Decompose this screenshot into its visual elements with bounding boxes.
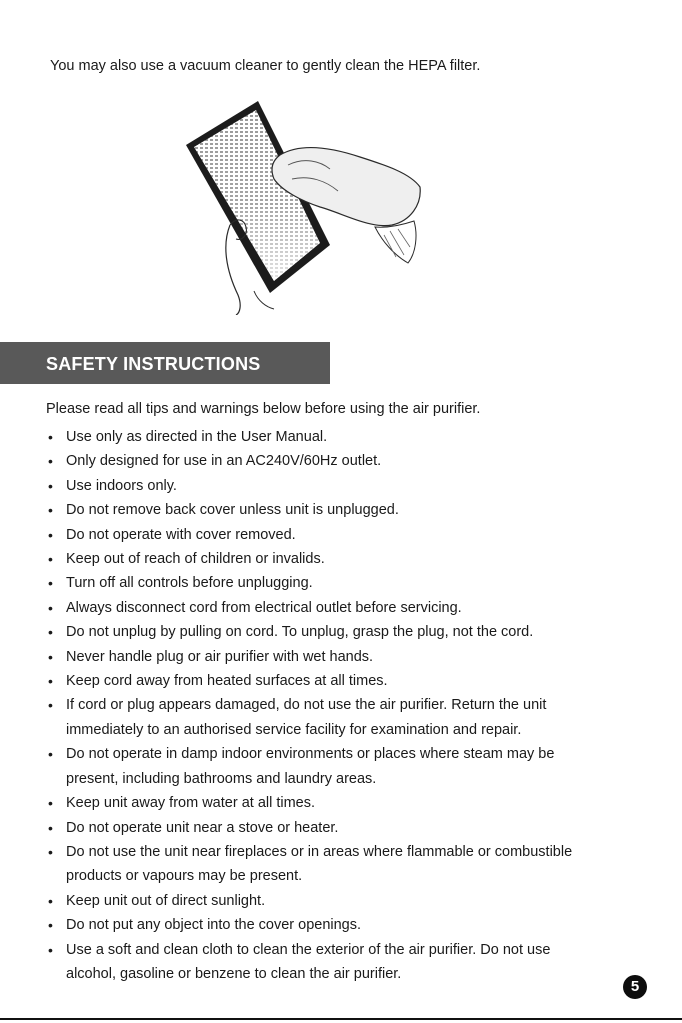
bullet-icon: • bbox=[48, 429, 53, 445]
safety-list-item bbox=[46, 938, 646, 987]
safety-list-item bbox=[46, 816, 646, 840]
safety-list-item bbox=[46, 596, 646, 620]
safety-list-item bbox=[46, 523, 646, 547]
page-number-badge: 5 bbox=[623, 975, 647, 999]
safety-list-item bbox=[46, 449, 646, 473]
safety-item-text: Use a soft and clean cloth to clean the exterior of the air purifier. Do not use bbox=[66, 941, 551, 958]
safety-item-text: Do not use the unit near fireplaces or in areas where flammable or combustible bbox=[66, 843, 573, 860]
bullet-icon: • bbox=[48, 599, 53, 616]
bullet-icon: • bbox=[48, 795, 53, 812]
safety-item-text: Never handle plug or air purifier with wet hands. bbox=[66, 648, 374, 665]
safety-list-item bbox=[46, 791, 646, 815]
bullet-icon: • bbox=[48, 526, 53, 543]
safety-lead-text: Please read all tips and warnings below before using the air purifier. bbox=[46, 401, 481, 417]
footer-divider bbox=[0, 1018, 682, 1020]
safety-item-text: Do not put any object into the cover openings. bbox=[66, 917, 362, 934]
safety-list-item bbox=[46, 913, 646, 937]
bullet-icon: • bbox=[48, 551, 53, 568]
bullet-icon: • bbox=[48, 624, 53, 641]
safety-item-text: Keep out of reach of children or invalids. bbox=[66, 551, 325, 568]
safety-list-item bbox=[46, 889, 646, 913]
safety-item-text: Do not operate with cover removed. bbox=[66, 526, 296, 543]
safety-list-item bbox=[46, 547, 646, 571]
safety-list-item bbox=[46, 425, 646, 449]
bullet-icon: • bbox=[48, 843, 53, 860]
bullet-icon: • bbox=[48, 502, 53, 519]
safety-list-item bbox=[46, 693, 646, 742]
bullet-icon: • bbox=[48, 477, 53, 494]
hepa-filter-cleaning-illustration bbox=[170, 95, 440, 315]
safety-item-text: Turn off all controls before unplugging. bbox=[66, 575, 313, 592]
safety-list-item bbox=[46, 840, 646, 889]
safety-item-text: Use indoors only. bbox=[66, 477, 177, 494]
bullet-icon: • bbox=[48, 941, 53, 958]
bullet-icon: • bbox=[48, 648, 53, 665]
safety-item-text: Keep cord away from heated surfaces at all times. bbox=[66, 673, 388, 690]
bullet-icon: • bbox=[48, 917, 53, 934]
bullet-icon: • bbox=[48, 575, 53, 592]
intro-text: You may also use a vacuum cleaner to gently clean the HEPA filter. bbox=[50, 58, 481, 74]
bullet-icon: • bbox=[48, 453, 53, 470]
section-title: SAFETY INSTRUCTIONS bbox=[46, 354, 261, 374]
safety-item-text: Keep unit out of direct sunlight. bbox=[66, 892, 266, 909]
safety-item-text-continued: immediately to an authorised service facility for examination and repair. bbox=[66, 721, 522, 738]
safety-item-text: Always disconnect cord from electrical outlet before servicing. bbox=[66, 599, 462, 616]
safety-list-item bbox=[46, 498, 646, 522]
safety-list-item bbox=[46, 571, 646, 595]
safety-list-item bbox=[46, 474, 646, 498]
bullet-icon: • bbox=[48, 892, 53, 909]
safety-item-text-continued: alcohol, gasoline or benzene to clean the air purifier. bbox=[66, 965, 402, 982]
safety-list-item bbox=[46, 669, 646, 693]
safety-item-text-continued: present, including bathrooms and laundry areas. bbox=[66, 770, 377, 787]
safety-list-item bbox=[46, 645, 646, 669]
safety-item-text: Do not operate unit near a stove or heater. bbox=[66, 819, 339, 836]
safety-item-text: Keep unit away from water at all times. bbox=[66, 795, 316, 812]
bullet-icon: • bbox=[48, 697, 53, 714]
safety-list-item bbox=[46, 620, 646, 644]
safety-item-text: Do not operate in damp indoor environments or places where steam may be bbox=[66, 746, 555, 763]
safety-list-item bbox=[46, 742, 646, 791]
safety-item-text: If cord or plug appears damaged, do not use the air purifier. Return the unit bbox=[66, 697, 547, 714]
safety-item-text-continued: products or vapours may be present. bbox=[66, 868, 303, 885]
safety-item-text: Only designed for use in an AC240V/60Hz outlet. bbox=[66, 453, 382, 470]
safety-item-text: Do not unplug by pulling on cord. To unplug, grasp the plug, not the cord. bbox=[66, 624, 534, 641]
safety-instructions-list bbox=[46, 425, 646, 986]
safety-item-text: Use only as directed in the User Manual. bbox=[66, 429, 328, 445]
bullet-icon: • bbox=[48, 746, 53, 763]
safety-item-text: Do not remove back cover unless unit is unplugged. bbox=[66, 502, 399, 519]
bullet-icon: • bbox=[48, 673, 53, 690]
section-header bbox=[0, 342, 330, 384]
bullet-icon: • bbox=[48, 819, 53, 836]
